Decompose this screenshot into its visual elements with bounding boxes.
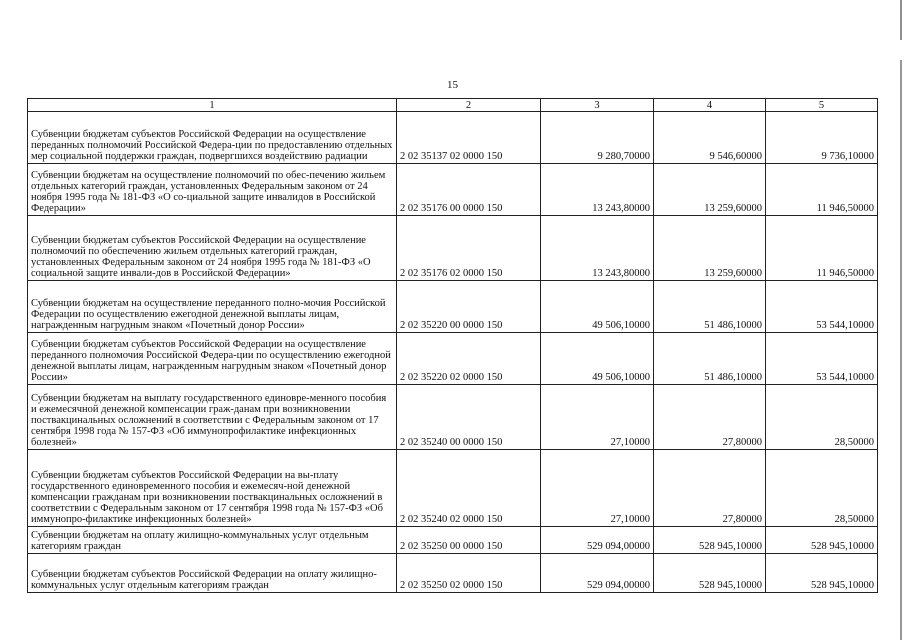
row-budget-code: 2 02 35240 02 0000 150 bbox=[397, 450, 541, 527]
column-header: 5 bbox=[766, 99, 878, 112]
table-row bbox=[28, 385, 878, 450]
row-value-col5: 528 945,10000 bbox=[766, 527, 878, 554]
table-row bbox=[28, 450, 878, 527]
page-number: 15 bbox=[447, 79, 458, 91]
row-value-col4: 13 259,60000 bbox=[654, 216, 766, 281]
row-value-col5: 11 946,50000 bbox=[766, 216, 878, 281]
row-value-col4: 27,80000 bbox=[654, 450, 766, 527]
row-budget-code: 2 02 35176 00 0000 150 bbox=[397, 164, 541, 216]
column-header: 2 bbox=[397, 99, 541, 112]
row-value-col3: 13 243,80000 bbox=[541, 164, 654, 216]
column-header: 1 bbox=[28, 99, 397, 112]
row-value-col3: 49 506,10000 bbox=[541, 281, 654, 333]
row-description: Субвенции бюджетам субъектов Российской Федерации на осуществление переданного полномочия Российской Федера-ции по осуществлению ежегодной денежной выплаты лицам, награжденным нагрудным знаком «Почетный донор России» bbox=[28, 333, 397, 385]
row-value-col3: 9 280,70000 bbox=[541, 112, 654, 164]
header-row bbox=[28, 99, 878, 112]
table-row bbox=[28, 216, 878, 281]
row-budget-code: 2 02 35176 02 0000 150 bbox=[397, 216, 541, 281]
table-row bbox=[28, 554, 878, 593]
row-value-col5: 528 945,10000 bbox=[766, 554, 878, 593]
row-value-col5: 53 544,10000 bbox=[766, 333, 878, 385]
row-budget-code: 2 02 35250 00 0000 150 bbox=[397, 527, 541, 554]
row-value-col4: 528 945,10000 bbox=[654, 527, 766, 554]
row-description: Субвенции бюджетам на осуществление полномочий по обес-печению жильем отдельных категорий граждан, установленных Федеральным законом от 24 ноября 1995 года № 181-ФЗ «О со-циальной защите инвалидов в Российской Федерации» bbox=[28, 164, 397, 216]
row-value-col3: 49 506,10000 bbox=[541, 333, 654, 385]
row-value-col4: 528 945,10000 bbox=[654, 554, 766, 593]
row-value-col4: 51 486,10000 bbox=[654, 281, 766, 333]
row-description: Субвенции бюджетам субъектов Российской Федерации на вы-плату государственного единовременного пособия и ежемесяч-ной денежной компенсации гражданам при возникновении поствакцинальных осложнений в соответствии с Федеральным законом от 17 сентября 1998 года № 157-ФЗ «Об иммунопро-филактике инфекционных болезней» bbox=[28, 450, 397, 527]
row-value-col3: 13 243,80000 bbox=[541, 216, 654, 281]
column-header: 4 bbox=[654, 99, 766, 112]
row-budget-code: 2 02 35250 02 0000 150 bbox=[397, 554, 541, 593]
row-value-col3: 529 094,00000 bbox=[541, 554, 654, 593]
table-row bbox=[28, 333, 878, 385]
row-value-col5: 28,50000 bbox=[766, 450, 878, 527]
table-row bbox=[28, 164, 878, 216]
column-header: 3 bbox=[541, 99, 654, 112]
row-value-col4: 9 546,60000 bbox=[654, 112, 766, 164]
row-description: Субвенции бюджетам субъектов Российской Федерации на оплату жилищно-коммунальных услуг отдельным категориям граждан bbox=[28, 554, 397, 593]
row-description: Субвенции бюджетам субъектов Российской Федерации на осуществление полномочий по обеспечению жильем отдельных категорий граждан, установленных Федеральным законом от 24 ноября 1995 года № 181-ФЗ «О социальной защите инвали-дов в Российской Федерации» bbox=[28, 216, 397, 281]
row-value-col3: 27,10000 bbox=[541, 385, 654, 450]
row-description: Субвенции бюджетам на выплату государственного единовре-менного пособия и ежемесячной денежной компенсации граж-данам при возникновении поствакцинальных осложнений в соответствии с Федеральным законом от 17 сентября 1998 года № 157-ФЗ «Об иммунопрофилактике инфекционных болезней» bbox=[28, 385, 397, 450]
row-description: Субвенции бюджетам на оплату жилищно-коммунальных услуг отдельным категориям граждан bbox=[28, 527, 397, 554]
table-row bbox=[28, 112, 878, 164]
row-value-col4: 51 486,10000 bbox=[654, 333, 766, 385]
row-value-col5: 53 544,10000 bbox=[766, 281, 878, 333]
table-row bbox=[28, 527, 878, 554]
row-value-col3: 529 094,00000 bbox=[541, 527, 654, 554]
row-value-col4: 27,80000 bbox=[654, 385, 766, 450]
row-value-col3: 27,10000 bbox=[541, 450, 654, 527]
table-row bbox=[28, 281, 878, 333]
page-edge-shadow bbox=[900, 0, 902, 640]
row-description: Субвенции бюджетам субъектов Российской Федерации на осуществление переданных полномочий Российской Федера-ции по предоставлению отдельных мер социальной поддержки граждан, подвергшихся воздействию радиации bbox=[28, 112, 397, 164]
subventions-table bbox=[27, 98, 878, 593]
row-budget-code: 2 02 35220 00 0000 150 bbox=[397, 281, 541, 333]
row-value-col5: 9 736,10000 bbox=[766, 112, 878, 164]
row-value-col5: 28,50000 bbox=[766, 385, 878, 450]
row-budget-code: 2 02 35137 02 0000 150 bbox=[397, 112, 541, 164]
row-value-col5: 11 946,50000 bbox=[766, 164, 878, 216]
row-budget-code: 2 02 35240 00 0000 150 bbox=[397, 385, 541, 450]
row-budget-code: 2 02 35220 02 0000 150 bbox=[397, 333, 541, 385]
row-value-col4: 13 259,60000 bbox=[654, 164, 766, 216]
row-description: Субвенции бюджетам на осуществление переданного полно-мочия Российской Федерации по осуществлению ежегодной денежной выплаты лицам, награжденным нагрудным знаком «Почетный донор России» bbox=[28, 281, 397, 333]
